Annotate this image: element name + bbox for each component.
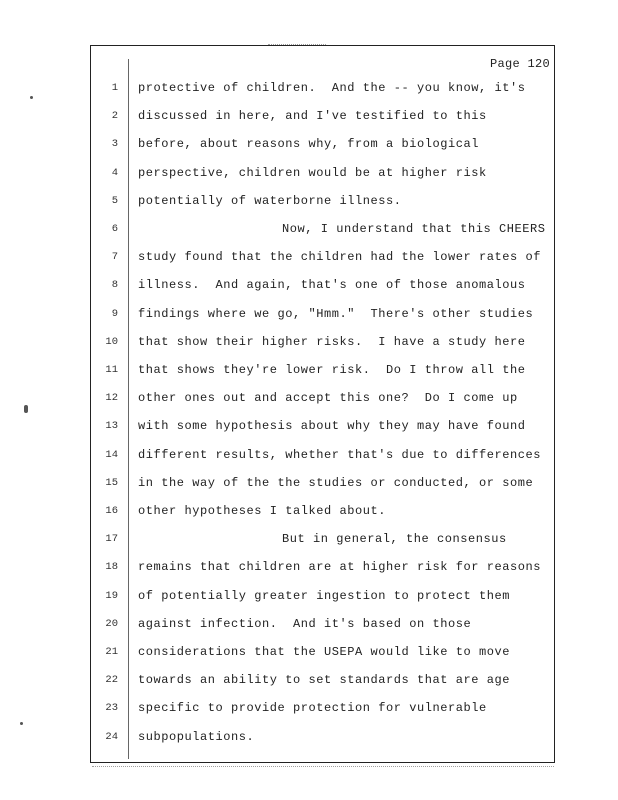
line-number: 10: [105, 335, 118, 348]
line-text: with some hypothesis about why they may have found: [138, 419, 526, 434]
transcript-line: [0, 134, 618, 154]
transcript-line: [0, 388, 618, 408]
line-text: other hypotheses I talked about.: [138, 504, 387, 518]
line-text: remains that children are at higher risk for reasons: [138, 560, 542, 575]
transcript-line: [0, 191, 618, 211]
transcript-line: [0, 445, 618, 465]
line-text: findings where we go, "Hmm." There's other studies: [138, 306, 534, 321]
page-number: Page 120: [489, 57, 550, 71]
line-text: discussed in here, and I've testified to this: [138, 109, 487, 124]
line-number: 2: [111, 110, 118, 123]
line-text: study found that the children had the lower rates of: [138, 250, 542, 265]
line-text: subpopulations.: [138, 729, 255, 744]
line-number: 15: [105, 476, 118, 489]
transcript-line: [0, 727, 618, 747]
line-text: towards an ability to set standards that are age: [138, 673, 511, 688]
transcript-line: [0, 360, 618, 380]
line-number: 14: [105, 448, 118, 461]
line-text: specific to provide protection for vulnerable: [138, 701, 487, 716]
line-number: 18: [105, 561, 118, 574]
transcript-line: [0, 219, 618, 239]
transcript-line: [0, 557, 618, 577]
transcript-line: [0, 106, 618, 126]
line-number: 17: [105, 533, 118, 546]
transcript-line: [0, 332, 618, 352]
transcript-line: [0, 416, 618, 436]
line-number: 5: [111, 194, 118, 207]
transcript-line: [0, 473, 618, 493]
line-text: that show their higher risks. I have a study here: [138, 334, 526, 349]
line-text: different results, whether that's due to differences: [138, 447, 542, 462]
line-number: 21: [105, 646, 118, 658]
transcript-line: [0, 501, 618, 521]
line-number: 11: [105, 364, 118, 376]
line-text: before, about reasons why, from a biological: [138, 137, 480, 152]
line-number: 3: [111, 138, 118, 151]
line-number: 6: [111, 223, 118, 235]
transcript-line: [0, 247, 618, 267]
transcript-line: [0, 698, 618, 718]
scan-speck: [20, 722, 23, 725]
transcript-line: [0, 642, 618, 662]
line-text: illness. And again, that's one of those anomalous: [138, 278, 526, 293]
line-text: other ones out and accept this one? Do I come up: [138, 391, 518, 406]
line-text: perspective, children would be at higher risk: [138, 165, 487, 180]
line-number: 7: [111, 251, 118, 264]
line-text: that shows they're lower risk. Do I throw all the: [138, 363, 526, 377]
line-number: 23: [105, 702, 118, 715]
line-text: But in general, the consensus: [282, 532, 507, 547]
transcript-line: [0, 529, 618, 549]
transcript-line: [0, 614, 618, 634]
line-number: 19: [105, 589, 118, 602]
line-number: 8: [111, 279, 118, 292]
line-number: 1: [111, 82, 118, 94]
transcript-line: [0, 275, 618, 295]
line-text: in the way of the the studies or conducted, or some: [138, 475, 534, 490]
scan-artifact-bottom: [92, 766, 554, 770]
transcript-line: [0, 586, 618, 606]
line-text: Now, I understand that this CHEERS: [282, 222, 546, 236]
scan-artifact-top: [268, 44, 326, 47]
line-text: protective of children. And the -- you know, it's: [138, 81, 526, 95]
transcript-line: [0, 670, 618, 690]
line-number: 22: [105, 674, 118, 687]
line-number: 9: [111, 307, 118, 320]
transcript-line: [0, 78, 618, 98]
line-text: considerations that the USEPA would like to move: [138, 645, 511, 659]
line-number: 4: [111, 166, 118, 179]
line-number: 20: [105, 617, 118, 630]
transcript-line: [0, 304, 618, 324]
transcript-line: [0, 163, 618, 183]
line-number: 13: [105, 420, 118, 433]
line-text: against infection. And it's based on those: [138, 616, 472, 631]
line-number: 12: [105, 392, 118, 405]
line-text: of potentially greater ingestion to protect them: [138, 588, 511, 603]
line-number: 16: [105, 505, 118, 517]
line-text: potentially of waterborne illness.: [138, 193, 402, 208]
line-number: 24: [105, 730, 118, 743]
